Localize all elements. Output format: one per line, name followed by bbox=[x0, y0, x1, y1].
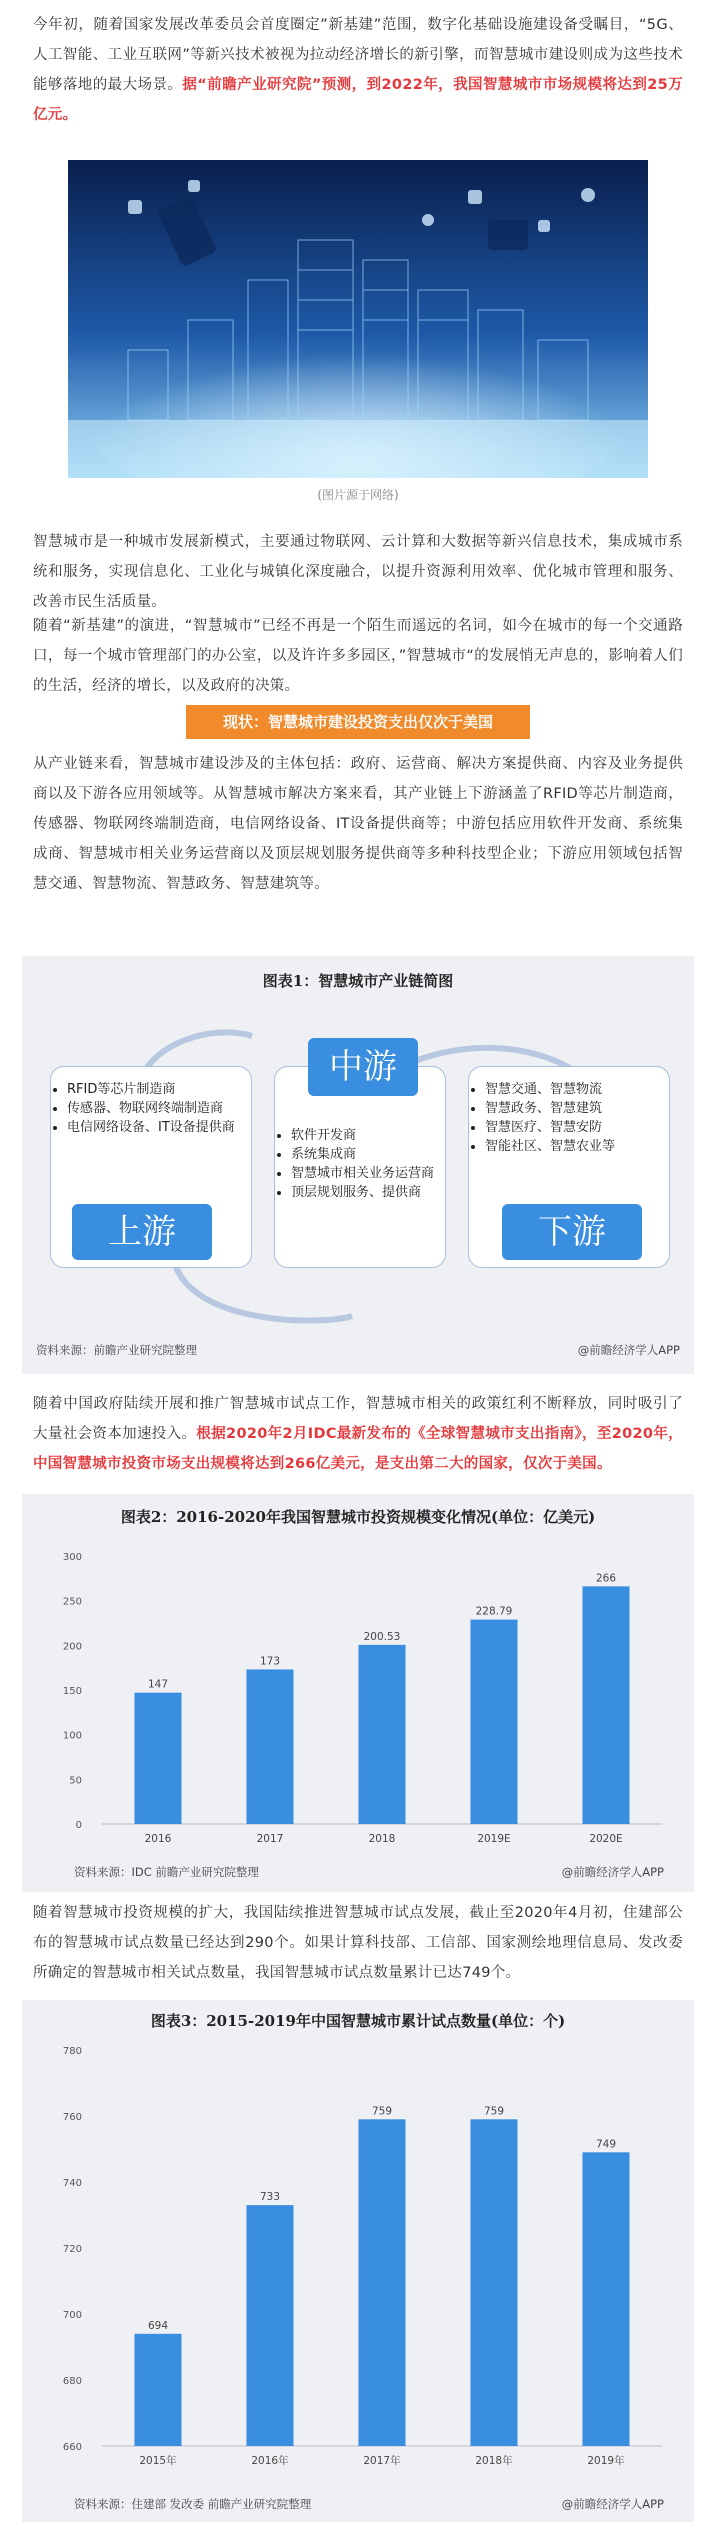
y-tick-label: 760 bbox=[62, 2112, 82, 2123]
intro-highlight: 据“前瞻产业研究院”预测，到2022年，我国智慧城市市场规模将达到25万亿元。 bbox=[33, 77, 683, 123]
y-tick-label: 0 bbox=[75, 1820, 82, 1831]
midstream-item: • 软件开发商 bbox=[291, 1127, 445, 1145]
downstream-item: • 智能社区、智慧农业等 bbox=[485, 1138, 669, 1156]
upstream-item: • RFID等芯片制造商 bbox=[67, 1081, 251, 1099]
bar bbox=[246, 1669, 293, 1824]
section-banner: 现状：智慧城市建设投资支出仅次于美国 bbox=[186, 705, 530, 739]
y-tick-label: 250 bbox=[62, 1596, 82, 1608]
x-tick-label: 2018年 bbox=[475, 2455, 513, 2467]
fig2-source: 资料来源：IDC 前瞻产业研究院整理 bbox=[74, 1865, 259, 1879]
industry-chain-paragraph: 从产业链来看，智慧城市建设涉及的主体包括：政府、运营商、解决方案提供商、内容及业务提供商以及下游各应用领域等。从智慧城市解决方案来看，其产业链上下游涵盖了RFID等芯片制造商，传感器、物联网终端制造商，电信网络设备、IT设备提供商等；中游包括应用软件开发商、系统集成商、智慧城市相关业务运营商以及顶层规划服务提供商等多种科技型企业；下游应用领域包括智慧交通、智慧物流、智慧政务、智慧建筑等。 bbox=[33, 756, 683, 892]
y-tick-label: 780 bbox=[62, 2046, 82, 2057]
pilot-paragraph: 随着智慧城市投资规模的扩大，我国陆续推进智慧城市试点发展，截止至2020年4月初，住建部公布的智慧城市试点数量已经达到290个。如果计算科技部、工信部、国家测绘地理信息局、发改委所确定的智慧城市相关试点数量，我国智慧城市试点数量累计已达749个。 bbox=[33, 1905, 683, 1981]
fig1-title: 图表1：智慧城市产业链简图 bbox=[262, 972, 454, 990]
upstream-item: • 电信网络设备、IT设备提供商 bbox=[67, 1119, 251, 1137]
definition-paragraph: 智慧城市是一种城市发展新模式，主要通过物联网、云计算和大数据等新兴信息技术，集成城市系统和服务，实现信息化、工业化与城镇化深度融合，以提升资源利用效率、优化城市管理和服务、改善市民生活质量。 bbox=[33, 534, 683, 610]
downstream-label: 下游 bbox=[502, 1204, 642, 1260]
midstream-item: • 系统集成商 bbox=[291, 1146, 445, 1164]
y-tick-label: 150 bbox=[62, 1686, 82, 1697]
x-tick-label: 2020E bbox=[589, 1833, 623, 1845]
investment-text: 随着中国政府陆续开展和推广智慧城市试点工作，智慧城市相关的政策红利不断释放，同时吸引了大量社会资本加速投入。 bbox=[33, 1396, 683, 1442]
downstream-item: • 智慧政务、智慧建筑 bbox=[485, 1100, 669, 1118]
y-tick-label: 200 bbox=[62, 1641, 82, 1653]
data-label: 694 bbox=[147, 2319, 169, 2332]
data-label: 749 bbox=[595, 2138, 617, 2151]
upstream-item: • 传感器、物联网终端制造商 bbox=[67, 1100, 251, 1118]
upstream-label: 上游 bbox=[72, 1204, 212, 1260]
upstream-list bbox=[51, 1081, 251, 1137]
midstream-list bbox=[275, 1127, 445, 1202]
investment-bar-chart bbox=[22, 1494, 694, 1892]
bar bbox=[134, 1693, 181, 1824]
bar bbox=[470, 2119, 517, 2446]
fig2-app-credit: @前瞻经济学人APP bbox=[561, 1865, 664, 1879]
x-tick-label: 2016 bbox=[144, 1833, 172, 1845]
investment-highlight: 根据2020年2月IDC最新发布的《全球智慧城市支出指南》，至2020年，中国智慧城市投资市场支出规模将达到266亿美元，是支出第二大的国家，仅次于美国。 bbox=[33, 1426, 683, 1472]
bar bbox=[582, 2152, 629, 2446]
industry-chain-figure bbox=[22, 956, 694, 1374]
development-paragraph: 随着“新基建”的演进，“智慧城市”已经不再是一个陌生而遥远的名词，如今在城市的每一个交通路口，每一个城市管理部门的办公室，以及许许多多园区，”智慧城市“的发展悄无声息的，影响着人们的生活，经济的增长，以及政府的决策。 bbox=[33, 618, 683, 694]
midstream-box bbox=[274, 1066, 446, 1268]
y-tick-label: 680 bbox=[62, 2376, 82, 2387]
data-label: 266 bbox=[595, 1572, 617, 1585]
data-label: 228.79 bbox=[475, 1605, 513, 1618]
photo-caption: (图片源于网络) bbox=[317, 488, 399, 502]
x-tick-label: 2016年 bbox=[251, 2455, 289, 2467]
pilot-chart-figure bbox=[22, 2000, 694, 2522]
x-tick-label: 2019E bbox=[477, 1833, 511, 1845]
data-label: 173 bbox=[259, 1655, 281, 1668]
midstream-item: • 顶层规划服务、提供商 bbox=[291, 1184, 445, 1202]
y-tick-label: 50 bbox=[69, 1775, 82, 1787]
data-label: 733 bbox=[259, 2191, 281, 2204]
y-tick-label: 700 bbox=[62, 2310, 82, 2321]
midstream-item: • 智慧城市相关业务运营商 bbox=[291, 1165, 445, 1183]
data-label: 759 bbox=[371, 2105, 393, 2118]
fig3-title: 图表3：2015-2019年中国智慧城市累计试点数量(单位：个) bbox=[150, 2012, 566, 2030]
intro-text: 今年初，随着国家发展改革委员会首度圈定”新基建”范围，数字化基础设施建设备受瞩目，“5G、人工智能、工业互联网”等新兴技术被视为拉动经济增长的新引擎，而智慧城市建设则成为这些技术能够落地的最大场景。 bbox=[33, 17, 683, 93]
downstream-item: • 智慧交通、智慧物流 bbox=[485, 1081, 669, 1099]
y-tick-label: 660 bbox=[62, 2442, 82, 2453]
bar bbox=[358, 2119, 405, 2446]
x-tick-label: 2015年 bbox=[139, 2455, 177, 2467]
bar bbox=[358, 1645, 405, 1824]
investment-paragraph bbox=[33, 1389, 683, 1479]
data-label: 759 bbox=[483, 2105, 505, 2118]
x-tick-label: 2017 bbox=[256, 1833, 284, 1845]
downstream-item: • 智慧医疗、智慧安防 bbox=[485, 1119, 669, 1137]
fig2-title: 图表2：2016-2020年我国智慧城市投资规模变化情况(单位：亿美元) bbox=[120, 1508, 596, 1526]
y-tick-label: 100 bbox=[62, 1730, 82, 1742]
fig3-app-credit: @前瞻经济学人APP bbox=[561, 2497, 664, 2511]
smart-city-photo bbox=[68, 160, 648, 478]
fig1-source: 资料来源：前瞻产业研究院整理 bbox=[36, 1343, 197, 1357]
investment-chart-figure bbox=[22, 1494, 694, 1892]
y-tick-label: 720 bbox=[62, 2244, 82, 2255]
downstream-list bbox=[469, 1081, 669, 1156]
bar bbox=[470, 1620, 517, 1824]
x-tick-label: 2019年 bbox=[587, 2455, 625, 2467]
fig1-app-credit: @前瞻经济学人APP bbox=[577, 1343, 680, 1357]
y-tick-label: 300 bbox=[62, 1552, 82, 1563]
y-tick-label: 740 bbox=[62, 2178, 82, 2189]
data-label: 147 bbox=[147, 1678, 169, 1691]
x-tick-label: 2017年 bbox=[363, 2455, 401, 2467]
midstream-label: 中游 bbox=[308, 1038, 418, 1096]
x-tick-label: 2018 bbox=[368, 1833, 396, 1845]
data-label: 200.53 bbox=[363, 1630, 401, 1643]
bar bbox=[246, 2205, 293, 2446]
pilot-bar-chart bbox=[22, 2000, 694, 2522]
fig3-source: 资料来源：住建部 发改委 前瞻产业研究院整理 bbox=[74, 2497, 312, 2511]
intro-paragraph bbox=[33, 10, 683, 130]
bar bbox=[134, 2334, 181, 2446]
bar bbox=[582, 1586, 629, 1824]
